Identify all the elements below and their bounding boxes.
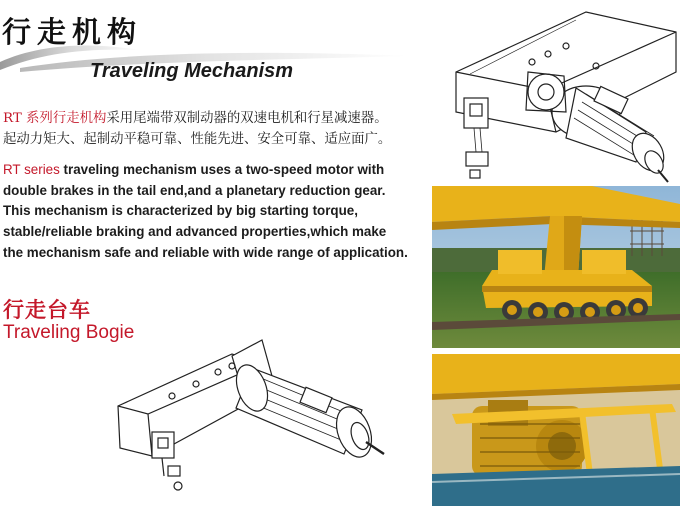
description-en-highlight: RT series <box>3 162 60 177</box>
description-en-line4: stable/reliable braking and advanced properties,which make <box>3 224 387 240</box>
description-cn-line2: 起动力矩大、起制动平稳可靠、性能先进、安全可靠、适应面广。 <box>3 132 392 147</box>
bogie-title-en: Traveling Bogie <box>3 322 135 343</box>
description-cn <box>3 108 423 150</box>
gearmotor-line-drawing-top <box>436 2 680 186</box>
description-en-line2: double brakes in the tail end,and a planetary reduction gear. <box>3 182 386 198</box>
bogie-title-cn: 行走台车 <box>3 298 91 322</box>
page-title-cn: 行走机构 <box>2 15 143 49</box>
description-cn-line1-rest: 采用尾端带双制动器的双速电机和行星减速器。 <box>106 111 388 126</box>
description-cn-highlight: RT 系列行走机构 <box>3 111 107 126</box>
page-title-en: Traveling Mechanism <box>90 60 294 82</box>
bogie-photo-field <box>432 186 680 348</box>
gearmotor-photo-closeup <box>432 354 680 506</box>
description-en <box>3 160 423 264</box>
description-cn-line1 <box>3 108 423 129</box>
description-en-line3: This mechanism is characterized by big starting torque, <box>3 203 358 219</box>
description-en-line1-rest: traveling mechanism uses a two-speed motor with <box>59 162 385 177</box>
description-en-line1 <box>3 160 423 181</box>
description-en-line5: the mechanism safe and reliable with wide range of application. <box>3 244 408 260</box>
gearmotor-line-drawing-bottom <box>112 336 430 502</box>
